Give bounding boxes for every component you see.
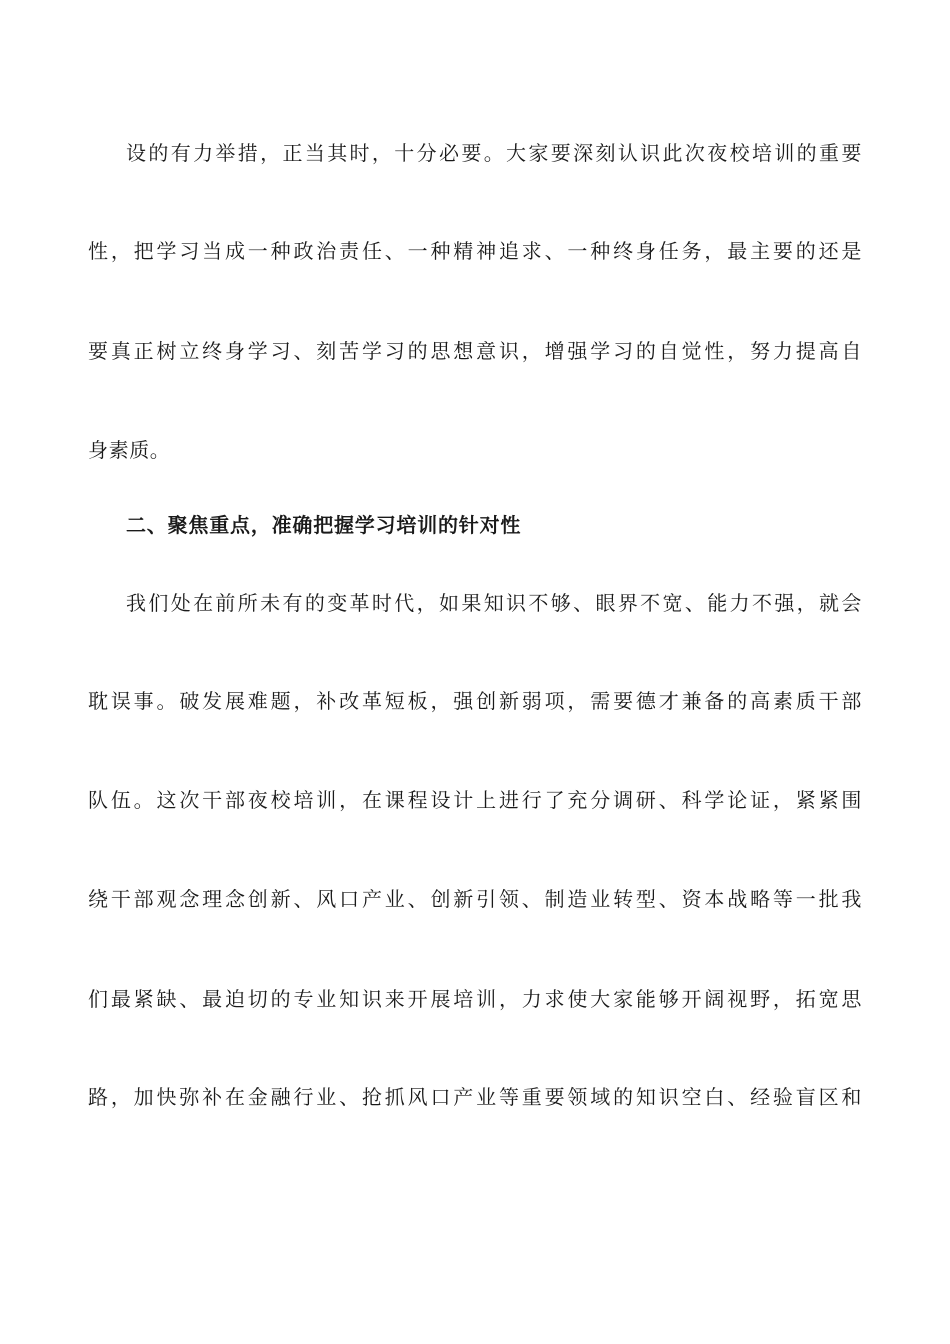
section-heading: 二、聚焦重点，准确把握学习培训的针对性 — [126, 513, 522, 537]
paragraph1-line-4: 身素质。 — [88, 438, 171, 462]
paragraph2-line-3: 队伍。这次干部夜校培训，在课程设计上进行了充分调研、科学论证，紧紧围 — [88, 788, 862, 812]
paragraph1-line-1: 设的有力举措，正当其时，十分必要。大家要深刻认识此次夜校培训的重要 — [126, 141, 862, 165]
paragraph2-line-1: 我们处在前所未有的变革时代，如果知识不够、眼界不宽、能力不强，就会 — [126, 591, 862, 615]
paragraph2-line-2: 耽误事。破发展难题，补改革短板，强创新弱项，需要德才兼备的高素质干部 — [88, 689, 862, 713]
paragraph2-line-6: 路，加快弥补在金融行业、抢抓风口产业等重要领域的知识空白、经验盲区和 — [88, 1085, 862, 1109]
paragraph1-line-2: 性，把学习当成一种政治责任、一种精神追求、一种终身任务，最主要的还是 — [88, 239, 862, 263]
paragraph2-line-5: 们最紧缺、最迫切的专业知识来开展培训，力求使大家能够开阔视野，拓宽思 — [88, 987, 862, 1011]
paragraph2-line-4: 绕干部观念理念创新、风口产业、创新引领、制造业转型、资本战略等一批我 — [88, 887, 862, 911]
paragraph1-line-3: 要真正树立终身学习、刻苦学习的思想意识，增强学习的自觉性，努力提高自 — [88, 339, 862, 363]
